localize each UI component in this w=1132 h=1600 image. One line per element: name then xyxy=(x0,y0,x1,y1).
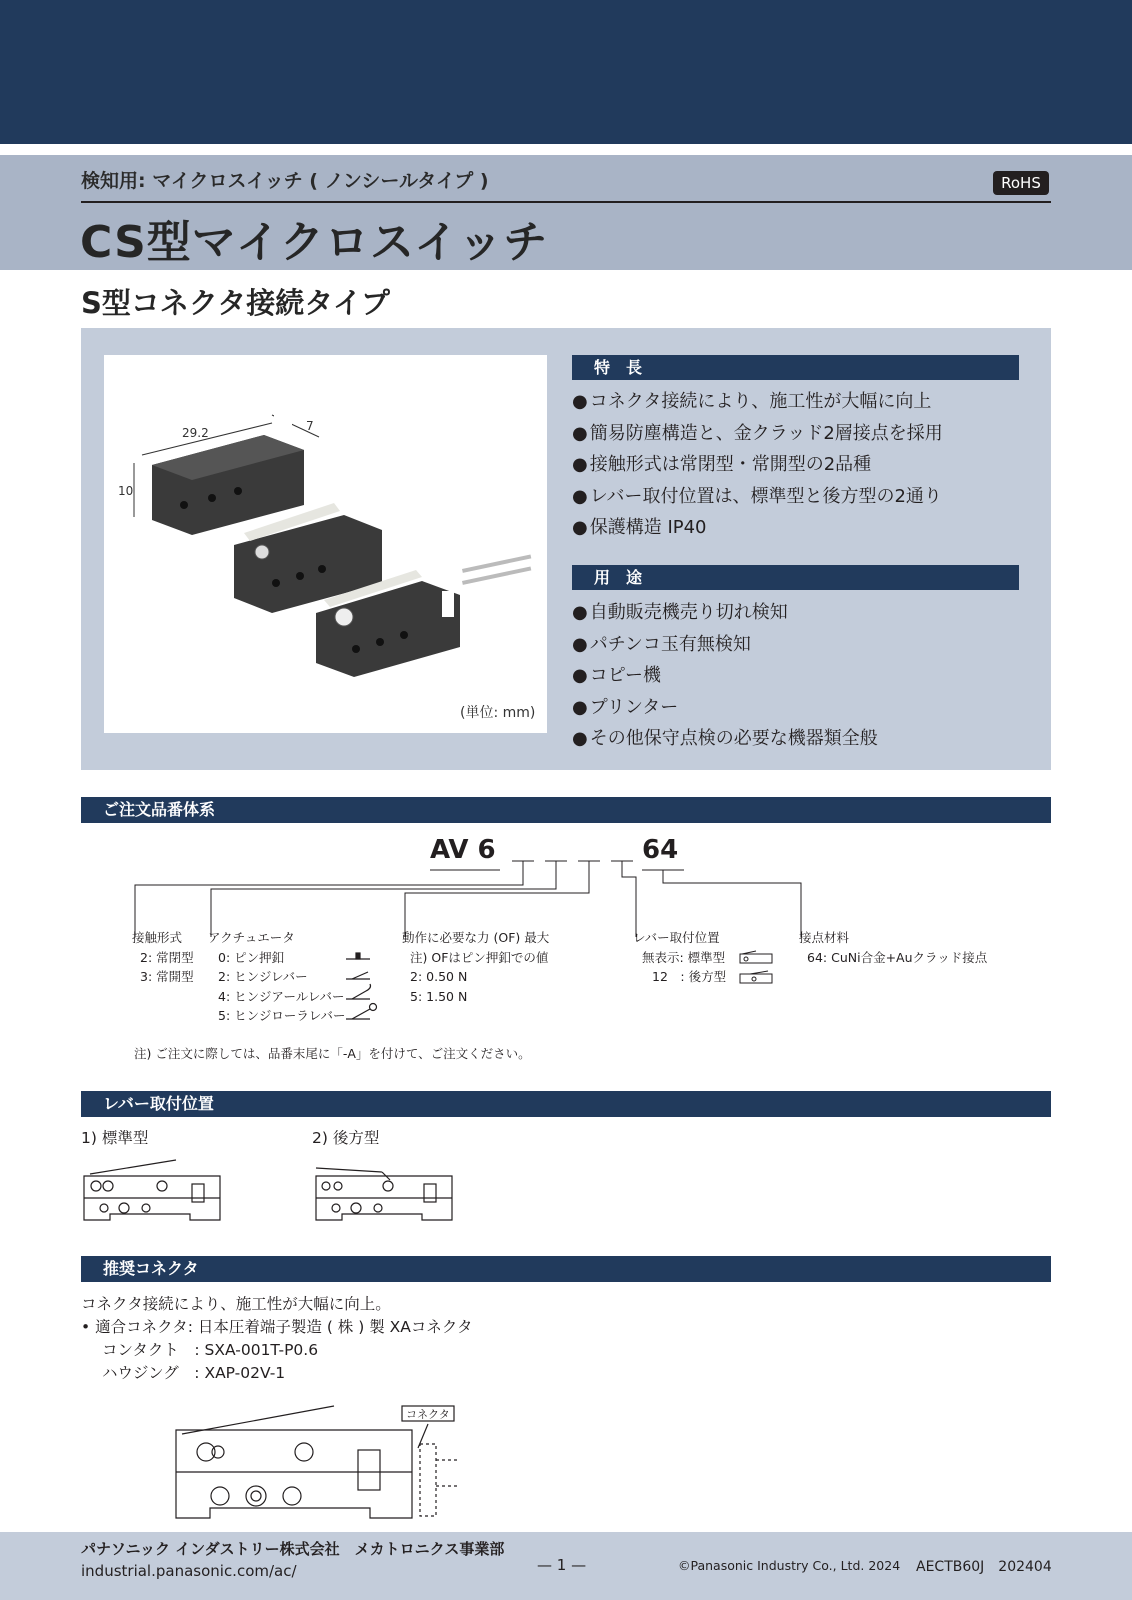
standard-type-label: 1) 標準型 xyxy=(81,1129,149,1147)
dim-height: 10 xyxy=(118,484,134,498)
rohs-badge: RoHS xyxy=(993,171,1049,195)
page-title: CS型マイクロスイッチ xyxy=(80,217,549,268)
part-code-prefix: AV 6 xyxy=(430,835,496,865)
actuator-option: 0: ピン押釦 xyxy=(218,949,285,965)
operating-force-option: 5: 1.50 N xyxy=(410,988,468,1004)
feature-item: ● 接触形式は常閉型・常開型の2品種 xyxy=(572,449,943,481)
footer-company: パナソニック インダストリー株式会社 メカトロニクス事業部 xyxy=(81,1540,505,1558)
footer-url[interactable]: industrial.panasonic.com/ac/ xyxy=(81,1562,297,1580)
connector-intro: コネクタ接続により、施工性が大幅に向上。 xyxy=(81,1295,391,1313)
lever-position-option: 無表示: 標準型 xyxy=(642,949,726,965)
contact-form-label: 接触形式 xyxy=(132,930,183,945)
connector-label: コネクタ xyxy=(406,1408,450,1421)
connector-housing: ハウジング : XAP-02V-1 xyxy=(102,1364,286,1382)
title-divider xyxy=(81,201,1051,203)
application-item: ● コピー機 xyxy=(572,660,878,692)
product-category: 検知用: マイクロスイッチ ( ノンシールタイプ ) xyxy=(81,170,489,192)
connector-heading: 推奨コネクタ xyxy=(81,1256,1051,1282)
page-number: — 1 — xyxy=(537,1556,587,1574)
actuator-group xyxy=(208,928,345,1026)
part-code-suffix: 64 xyxy=(642,835,679,865)
actuator-option: 5: ヒンジローラレバー xyxy=(218,1008,346,1023)
application-item: ● その他保守点検の必要な機器類全般 xyxy=(572,723,878,755)
lever-position-heading: レバー取付位置 xyxy=(81,1091,1051,1117)
operating-force-option: 2: 0.50 N xyxy=(410,969,468,984)
dim-width: 7 xyxy=(306,419,314,433)
application-item: ● 自動販売機売り切れ検知 xyxy=(572,597,878,629)
lever-position-option: 12 : 後方型 xyxy=(652,969,727,984)
top-banner xyxy=(0,0,1132,144)
rear-type-label: 2) 後方型 xyxy=(312,1129,380,1147)
contact-material-group xyxy=(799,928,987,967)
operating-force-group xyxy=(402,928,549,1006)
document-code: AECTB60J 202404 xyxy=(916,1559,1052,1575)
product-illustration xyxy=(104,355,547,733)
lever-position-group xyxy=(633,928,726,987)
connector-compatible: • 適合コネクタ: 日本圧着端子製造 ( 株 ) 製 XAコネクタ xyxy=(81,1318,473,1336)
switch-pin-plunger xyxy=(152,397,304,535)
feature-item: ● コネクタ接続により、施工性が大幅に向上 xyxy=(572,386,943,418)
operating-force-note: 注) OFはピン押釦での値 xyxy=(410,949,549,965)
footer-copyright: ©Panasonic Industry Co., Ltd. 2024 xyxy=(678,1558,901,1573)
feature-item: ● 保護構造 IP40 xyxy=(572,512,943,544)
unit-note: (単位: mm) xyxy=(460,705,536,721)
lever-position-label: レバー取付位置 xyxy=(633,930,720,945)
page-subtitle: S型コネクタ接続タイプ xyxy=(81,286,390,320)
actuator-option: 4: ヒンジアールレバー xyxy=(218,988,345,1004)
ordering-note: 注) ご注文に際しては、品番末尾に「-A」を付けて、ご注文ください。 xyxy=(134,1046,531,1061)
contact-form-option: 2: 常閉型 xyxy=(140,949,194,965)
standard-type-drawing xyxy=(80,1158,225,1224)
dim-length: 29.2 xyxy=(182,426,209,440)
contact-form-option: 3: 常開型 xyxy=(140,969,194,984)
connector-drawing xyxy=(170,1400,480,1525)
features-heading: 特 長 xyxy=(572,355,1019,380)
applications-list xyxy=(572,597,878,755)
application-item: ● プリンター xyxy=(572,692,878,724)
application-item: ● パチンコ玉有無検知 xyxy=(572,629,878,661)
contact-form-group xyxy=(132,928,194,987)
ordering-heading: ご注文品番体系 xyxy=(81,797,1051,823)
actuator-option: 2: ヒンジレバー xyxy=(218,969,308,984)
features-list xyxy=(572,386,943,544)
applications-heading: 用 途 xyxy=(572,565,1019,590)
connector-contact: コンタクト : SXA-001T-P0.6 xyxy=(102,1341,319,1359)
feature-item: ● 簡易防塵構造と、金クラッド2層接点を採用 xyxy=(572,418,943,450)
actuator-icons xyxy=(344,948,384,1028)
contact-material-option: 64: CuNi合金+Auクラッド接点 xyxy=(807,949,988,965)
feature-item: ● レバー取付位置は、標準型と後方型の2通り xyxy=(572,481,943,513)
lever-position-icons xyxy=(738,950,778,986)
operating-force-label: 動作に必要な力 (OF) 最大 xyxy=(402,930,550,945)
actuator-label: アクチュエータ xyxy=(208,930,295,945)
product-photo xyxy=(104,355,547,733)
rear-type-drawing xyxy=(312,1158,457,1224)
contact-material-label: 接点材料 xyxy=(799,930,850,945)
